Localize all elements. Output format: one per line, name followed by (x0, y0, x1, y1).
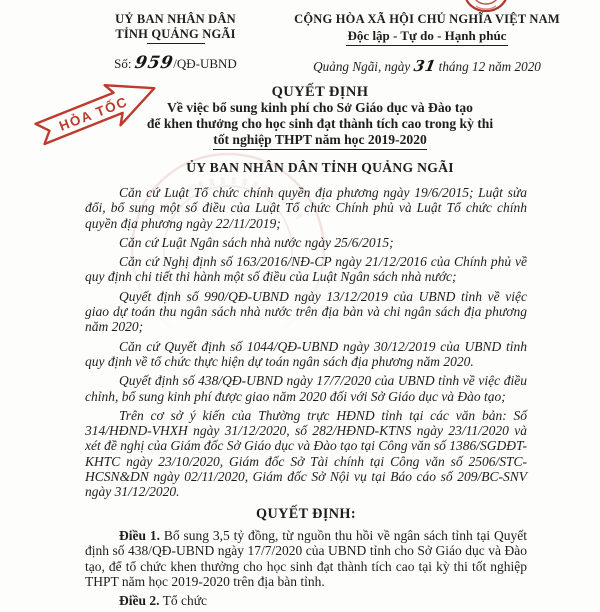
recital-paragraph: Quyết định số 990/QĐ-UBND ngày 13/12/2019 của UBND tỉnh về việc giao dự toán thu ngân sách nhà nước trên địa bàn và chi ngân sách địa phương năm 2020; (85, 288, 527, 335)
date-day-handwritten: 31 (411, 57, 437, 75)
urgent-stamp-label: HỎA TỐC (57, 93, 130, 134)
article-1 (85, 528, 527, 589)
recital-paragraph: Quyết định số 438/QĐ-UBND ngày 17/7/2020 của UBND tỉnh về việc điều chỉnh, bổ sung kinh phí được giao năm 2020 đối với Sở Giáo dục và Đào tạo; (85, 373, 527, 404)
national-motto-block (288, 12, 566, 75)
date-suffix: tháng 12 năm 2020 (438, 59, 541, 74)
decision-section-heading: QUYẾT ĐỊNH: (256, 505, 356, 522)
article-1-label: Điều 1. (119, 527, 161, 543)
recital-paragraph: Căn cứ Luật Ngân sách nhà nước ngày 25/6/2015; (119, 234, 394, 250)
national-motto: Độc lập - Tự do - Hạnh phúc (346, 28, 509, 46)
recital-paragraph: Căn cứ Nghị định số 163/2016/NĐ-CP ngày 21/12/2016 của Chính phủ về quy định chi tiết thi hành một số điều của Luật Ngân sách nhà nước; (85, 254, 527, 285)
decision-subtitle-1: Về việc bổ sung kinh phí cho Sở Giáo dục và Đào tạo (167, 100, 473, 115)
article-1-text: Bổ sung 3,5 tỷ đồng, từ nguồn thu hồi về ngân sách tỉnh tại Quyết định số 438/QĐ-UBND ngày 17/7/2020 của UBND tỉnh cho Sở Giáo dục và Đào tạo, để tổ chức khen thưởng cho học sinh đạt thành tích cao tại kỳ thi tốt nghiệp THPT năm học 2019-2020 trên địa bàn tỉnh. (85, 527, 527, 589)
document-number-suffix: /QĐ-UBND (173, 56, 237, 71)
red-seal-fragment-icon (462, 0, 510, 14)
issuing-authority-line1: UỶ BAN NHÂN DÂN (115, 12, 236, 26)
article-2-text: Tổ chức (159, 593, 208, 609)
decision-title: QUYẾT ĐỊNH (271, 84, 369, 100)
issuing-authority-line2: TỈNH QUẢNG NGÃI (115, 26, 236, 41)
title-block (40, 84, 600, 150)
decision-subtitle-2: để khen thưởng cho học sinh đạt thành tích cao trong kỳ thi (146, 116, 494, 131)
recital-paragraph: Căn cứ Quyết định số 1044/QĐ-UBND ngày 30/12/2019 của UBND tỉnh quy định về tổ chức thực hiện dự toán ngân sách địa phương năm 2020. (85, 338, 527, 369)
article-2-partial (85, 593, 527, 608)
document-number-handwritten: 959 (133, 53, 176, 73)
document-number (88, 53, 263, 73)
article-2-label: Điều 2. (119, 593, 160, 609)
national-title: CỘNG HÒA XÃ HỘI CHỦ NGHĨA VIỆT NAM (294, 12, 560, 26)
recital-paragraph: Căn cứ Luật Tổ chức chính quyền địa phương ngày 19/6/2015; Luật sửa đổi, bổ sung một số điều của Luật Tổ chức Chính phủ và Luật Tổ chức chính quyền địa phương ngày 22/11/2019; (85, 185, 527, 231)
recital-paragraph: Trên cơ sở ý kiến của Thường trực HĐND tỉnh tại các văn bản: Số 314/HĐND-VHXH ngày 31/12/2020, số 282/HĐND-KTNS ngày 23/11/2020 và xét đề nghị của Giám đốc Sở Giáo dục và Đào tạo tại Công văn số 1386/SGDĐT-KHTC ngày 23/10/2020, Giám đốc Sở Tài chính tại Công văn số 2506/STC-HCSN&DN ngày 02/11/2020, Giám đốc Sở Nội vụ tại Báo cáo số 209/BC-SNV ngày 31/12/2020. (85, 407, 527, 500)
decision-subtitle-3: tốt nghiệp THPT năm học 2019-2020 (213, 132, 427, 150)
document-number-label: Số: (114, 56, 132, 71)
document-body (85, 185, 527, 612)
header-left-underline (147, 43, 205, 44)
authority-heading: ỦY BAN NHÂN DÂN TỈNH QUẢNG NGÃI (186, 160, 454, 175)
place-date-line (288, 57, 566, 75)
issuing-authority-block (88, 12, 263, 73)
date-prefix: Quảng Ngãi, ngày (313, 59, 411, 74)
